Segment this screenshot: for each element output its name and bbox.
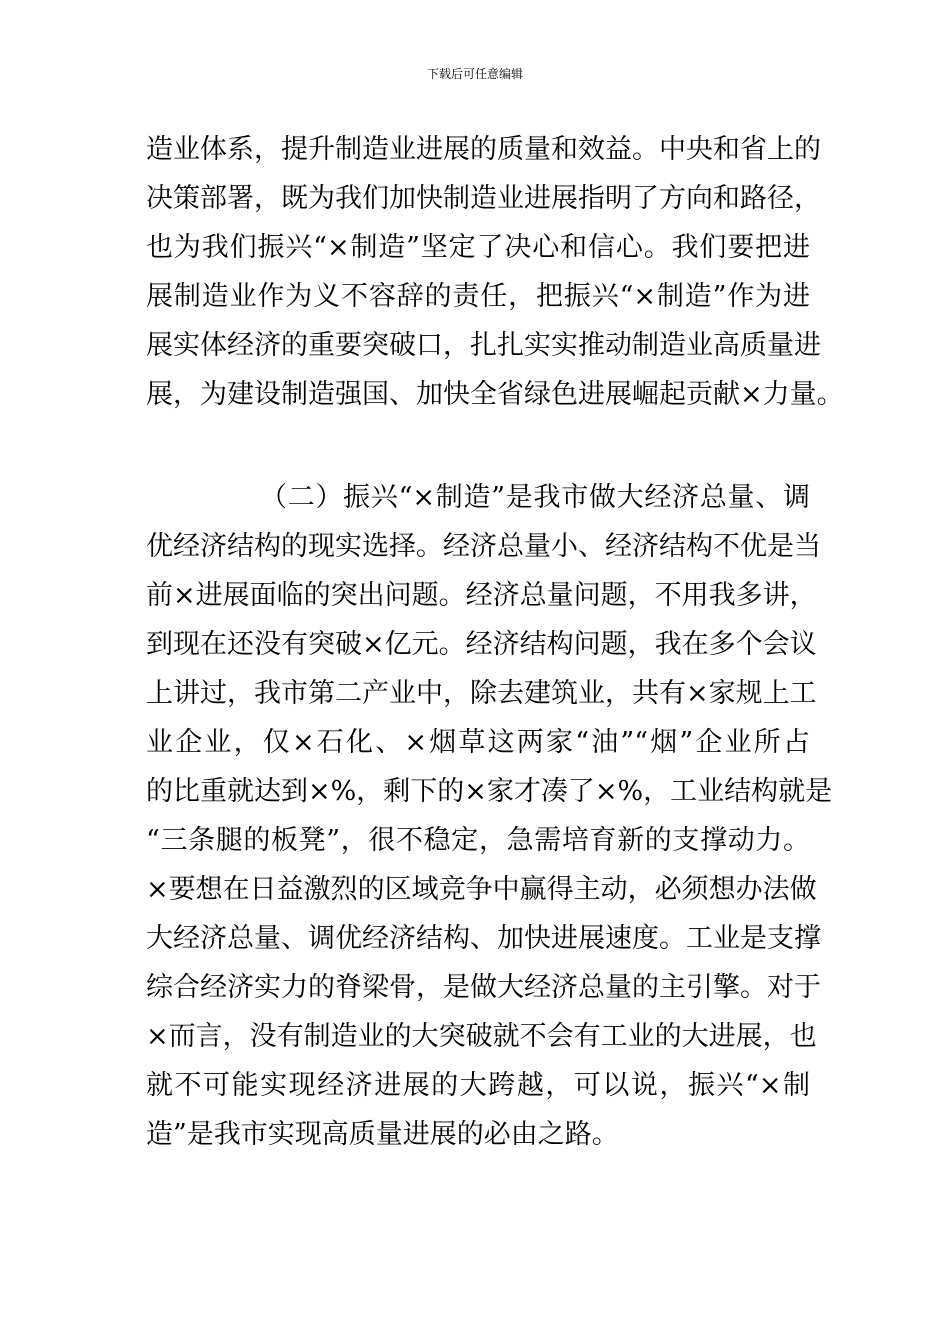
text-line: 展，为建设制造强国、加快全省绿色进展崛起贡献×力量。 [146, 379, 844, 410]
text-line: 大经济总量、调优经济结构、加快进展速度。工业是支撑 [146, 923, 821, 954]
text-line: 决策部署，既为我们加快制造业进展指明了方向和路径， [146, 183, 821, 214]
text-line: 也为我们振兴“×制造”坚定了决心和信心。我们要把进 [146, 232, 810, 263]
text-line: 展实体经济的重要突破口，扎扎实实推动制造业高质量进 [146, 330, 821, 361]
text-line: 到现在还没有突破×亿元。经济结构问题，我在多个会议 [146, 629, 817, 660]
text-line: 业企业，仅×石化、×烟草这两家“油”“烟”企业所占 [146, 727, 810, 758]
text-line: “三条腿的板凳”，很不稳定，急需培育新的支撑动力。 [146, 825, 810, 856]
text-line: ×而言，没有制造业的大突破就不会有工业的大进展，也 [146, 1021, 817, 1052]
text-line: 造”是我市实现高质量进展的必由之路。 [146, 1119, 619, 1150]
text-line: 的比重就达到×%，剩下的×家才凑了×%，工业结构就是 [146, 776, 833, 807]
text-line: ×要想在日益激烈的区域竞争中赢得主动，必须想办法做 [146, 874, 817, 905]
text-line: 综合经济实力的脊梁骨，是做大经济总量的主引擎。对于 [146, 972, 821, 1003]
text-line: 前×进展面临的突出问题。经济总量问题，不用我多讲， [146, 580, 817, 611]
text-line: 优经济结构的现实选择。经济总量小、经济结构不优是当 [146, 531, 821, 562]
paragraph-2 [146, 473, 833, 1159]
paragraph-1 [146, 125, 844, 419]
text-line: （二）振兴“×制造”是我市做大经济总量、调 [260, 482, 810, 513]
page-header: 下载后可任意编辑 [426, 67, 523, 81]
text-line: 展制造业作为义不容辞的责任，把振兴“×制造”作为进 [146, 281, 810, 312]
text-line: 就不可能实现经济进展的大跨越，可以说，振兴“×制 [146, 1070, 810, 1101]
text-line: 造业体系，提升制造业进展的质量和效益。中央和省上的 [146, 134, 821, 165]
text-line: 上讲过，我市第二产业中，除去建筑业，共有×家规上工 [146, 678, 817, 709]
